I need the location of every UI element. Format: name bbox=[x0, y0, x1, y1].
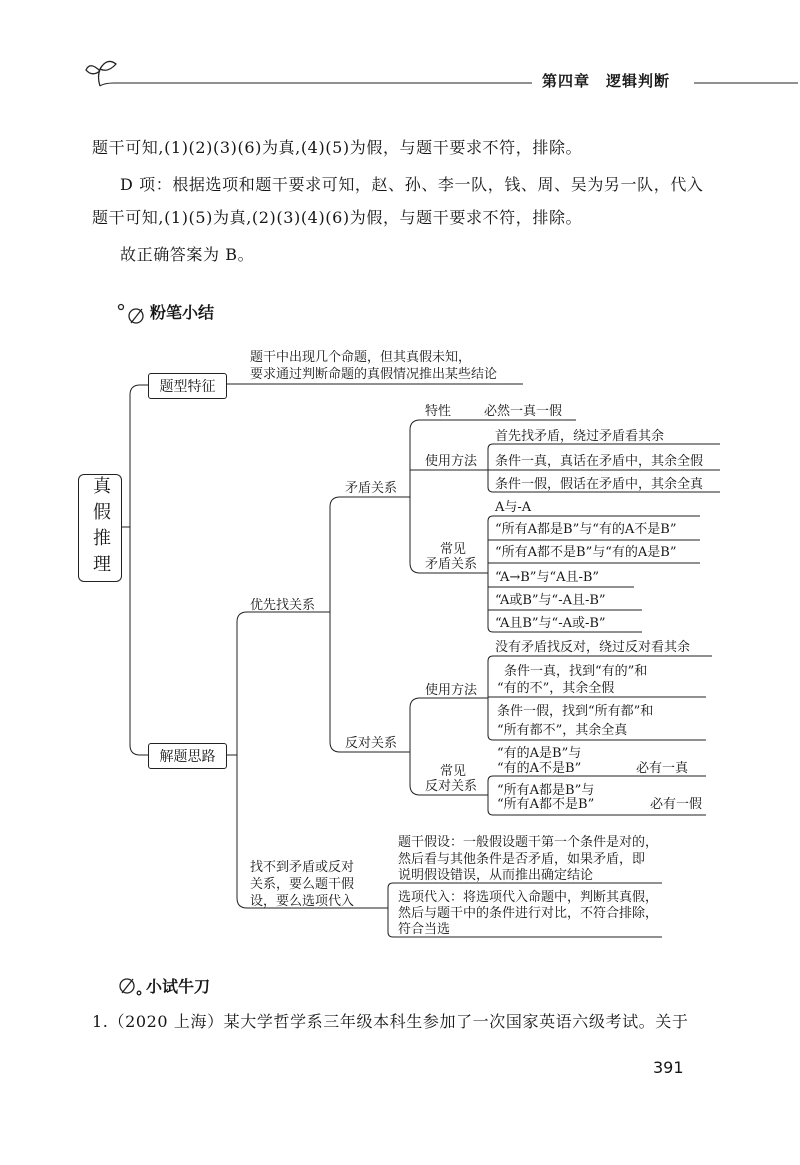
contrary-method: 条件一真，找到“有的”和 bbox=[504, 664, 648, 679]
contrary-common-label: 反对关系 bbox=[425, 779, 478, 794]
fallback-node: 找不到矛盾或反对 bbox=[250, 860, 355, 875]
contrary-common-item: “所有A都不是B” bbox=[497, 797, 595, 812]
contradiction-method: 首先找矛盾，绕过矛盾看其余 bbox=[495, 429, 665, 444]
contrary-method: 没有矛盾找反对，绕过反对看其余 bbox=[495, 640, 691, 655]
fallback-substitute: 然后与题干中的条件进行对比，不符合排除， bbox=[398, 906, 659, 921]
contradiction-property: 必然一真一假 bbox=[484, 404, 563, 419]
contrary-method: 条件一假，找到“所有都”和 bbox=[497, 704, 654, 719]
contrary-node: 反对关系 bbox=[345, 736, 398, 751]
contradiction-node: 矛盾关系 bbox=[345, 481, 398, 496]
contradiction-common-item: “A且B”与“-A或-B” bbox=[495, 616, 606, 631]
summary-heading: 粉笔小结 bbox=[150, 303, 215, 322]
body-line: D 项：根据选项和题干要求可知，赵、孙、李一队，钱、周、吴为另一队，代入 bbox=[120, 175, 704, 194]
contrary-common-result: 必有一假 bbox=[650, 797, 703, 812]
contrary-common-item: “有的A是B”与 bbox=[497, 746, 582, 761]
contrary-common-label: 常见 bbox=[440, 764, 467, 779]
approach-node: 解题思路 bbox=[148, 743, 227, 769]
contrary-common-item: “有的A不是B” bbox=[497, 761, 582, 776]
contradiction-common-label: 矛盾关系 bbox=[425, 557, 478, 572]
body-line: 题干可知,(1)(5)为真,(2)(3)(4)(6)为假，与题干要求不符，排除。 bbox=[92, 208, 583, 227]
type-feature-node: 题型特征 bbox=[148, 373, 227, 399]
find-relation-node: 优先找关系 bbox=[250, 598, 316, 613]
contradiction-property-label: 特性 bbox=[425, 404, 452, 419]
contrary-method: “所有都不”，其余全真 bbox=[497, 723, 628, 738]
contrary-method-label: 使用方法 bbox=[425, 683, 478, 698]
fallback-assume: 然后看与其他条件是否矛盾，如果矛盾，即 bbox=[398, 852, 646, 867]
contrary-common-item: “所有A都是B”与 bbox=[497, 783, 595, 798]
contradiction-common-item: “所有A都是B”与“有的A不是B” bbox=[495, 522, 677, 537]
contradiction-method-label: 使用方法 bbox=[425, 454, 478, 469]
fallback-assume: 说明假设错误，从而推出确定结论 bbox=[398, 868, 594, 883]
type-feature-desc: 题干中出现几个命题，但其真假未知， bbox=[250, 350, 472, 365]
type-feature-desc: 要求通过判断命题的真假情况推出某些结论 bbox=[250, 367, 498, 382]
fallback-substitute: 选项代入：将选项代入命题中，判断其真假， bbox=[398, 890, 659, 905]
contradiction-method: 条件一真，真话在矛盾中，其余全假 bbox=[495, 454, 704, 469]
contrary-common-result: 必有一真 bbox=[636, 761, 689, 776]
contradiction-common-item: “A或B”与“-A且-B” bbox=[495, 593, 606, 608]
fallback-node: 设，要么选项代入 bbox=[250, 894, 355, 909]
contradiction-method: 条件一假，假话在矛盾中，其余全真 bbox=[495, 477, 704, 492]
mindmap-root-label: 真假推理 bbox=[90, 476, 111, 580]
body-line: 题干可知,(1)(2)(3)(6)为真,(4)(5)为假，与题干要求不符，排除。 bbox=[92, 138, 583, 157]
contradiction-common-item: “所有A都不是B”与“有的A是B” bbox=[495, 545, 677, 560]
page-number: 391 bbox=[653, 1058, 684, 1077]
contrary-method: “有的不”，其余全假 bbox=[497, 681, 615, 696]
contradiction-common-item: “A→B”与“A且-B” bbox=[495, 570, 600, 585]
fallback-node: 关系，要么题干假 bbox=[250, 877, 355, 892]
fallback-assume: 题干假设：一般假设题干第一个条件是对的， bbox=[398, 835, 659, 850]
chapter-title: 第四章 逻辑判断 bbox=[542, 72, 671, 90]
contradiction-common-label: 常见 bbox=[440, 542, 467, 557]
practice-heading: 小试牛刀 bbox=[146, 977, 211, 996]
practice-question: 1.（2020 上海）某大学哲学系三年级本科生参加了一次国家英语六级考试。关于 bbox=[92, 1012, 689, 1031]
body-line: 故正确答案为 B。 bbox=[120, 245, 255, 264]
contradiction-common-item: A与-A bbox=[495, 500, 532, 515]
fallback-substitute: 符合当选 bbox=[398, 922, 451, 937]
